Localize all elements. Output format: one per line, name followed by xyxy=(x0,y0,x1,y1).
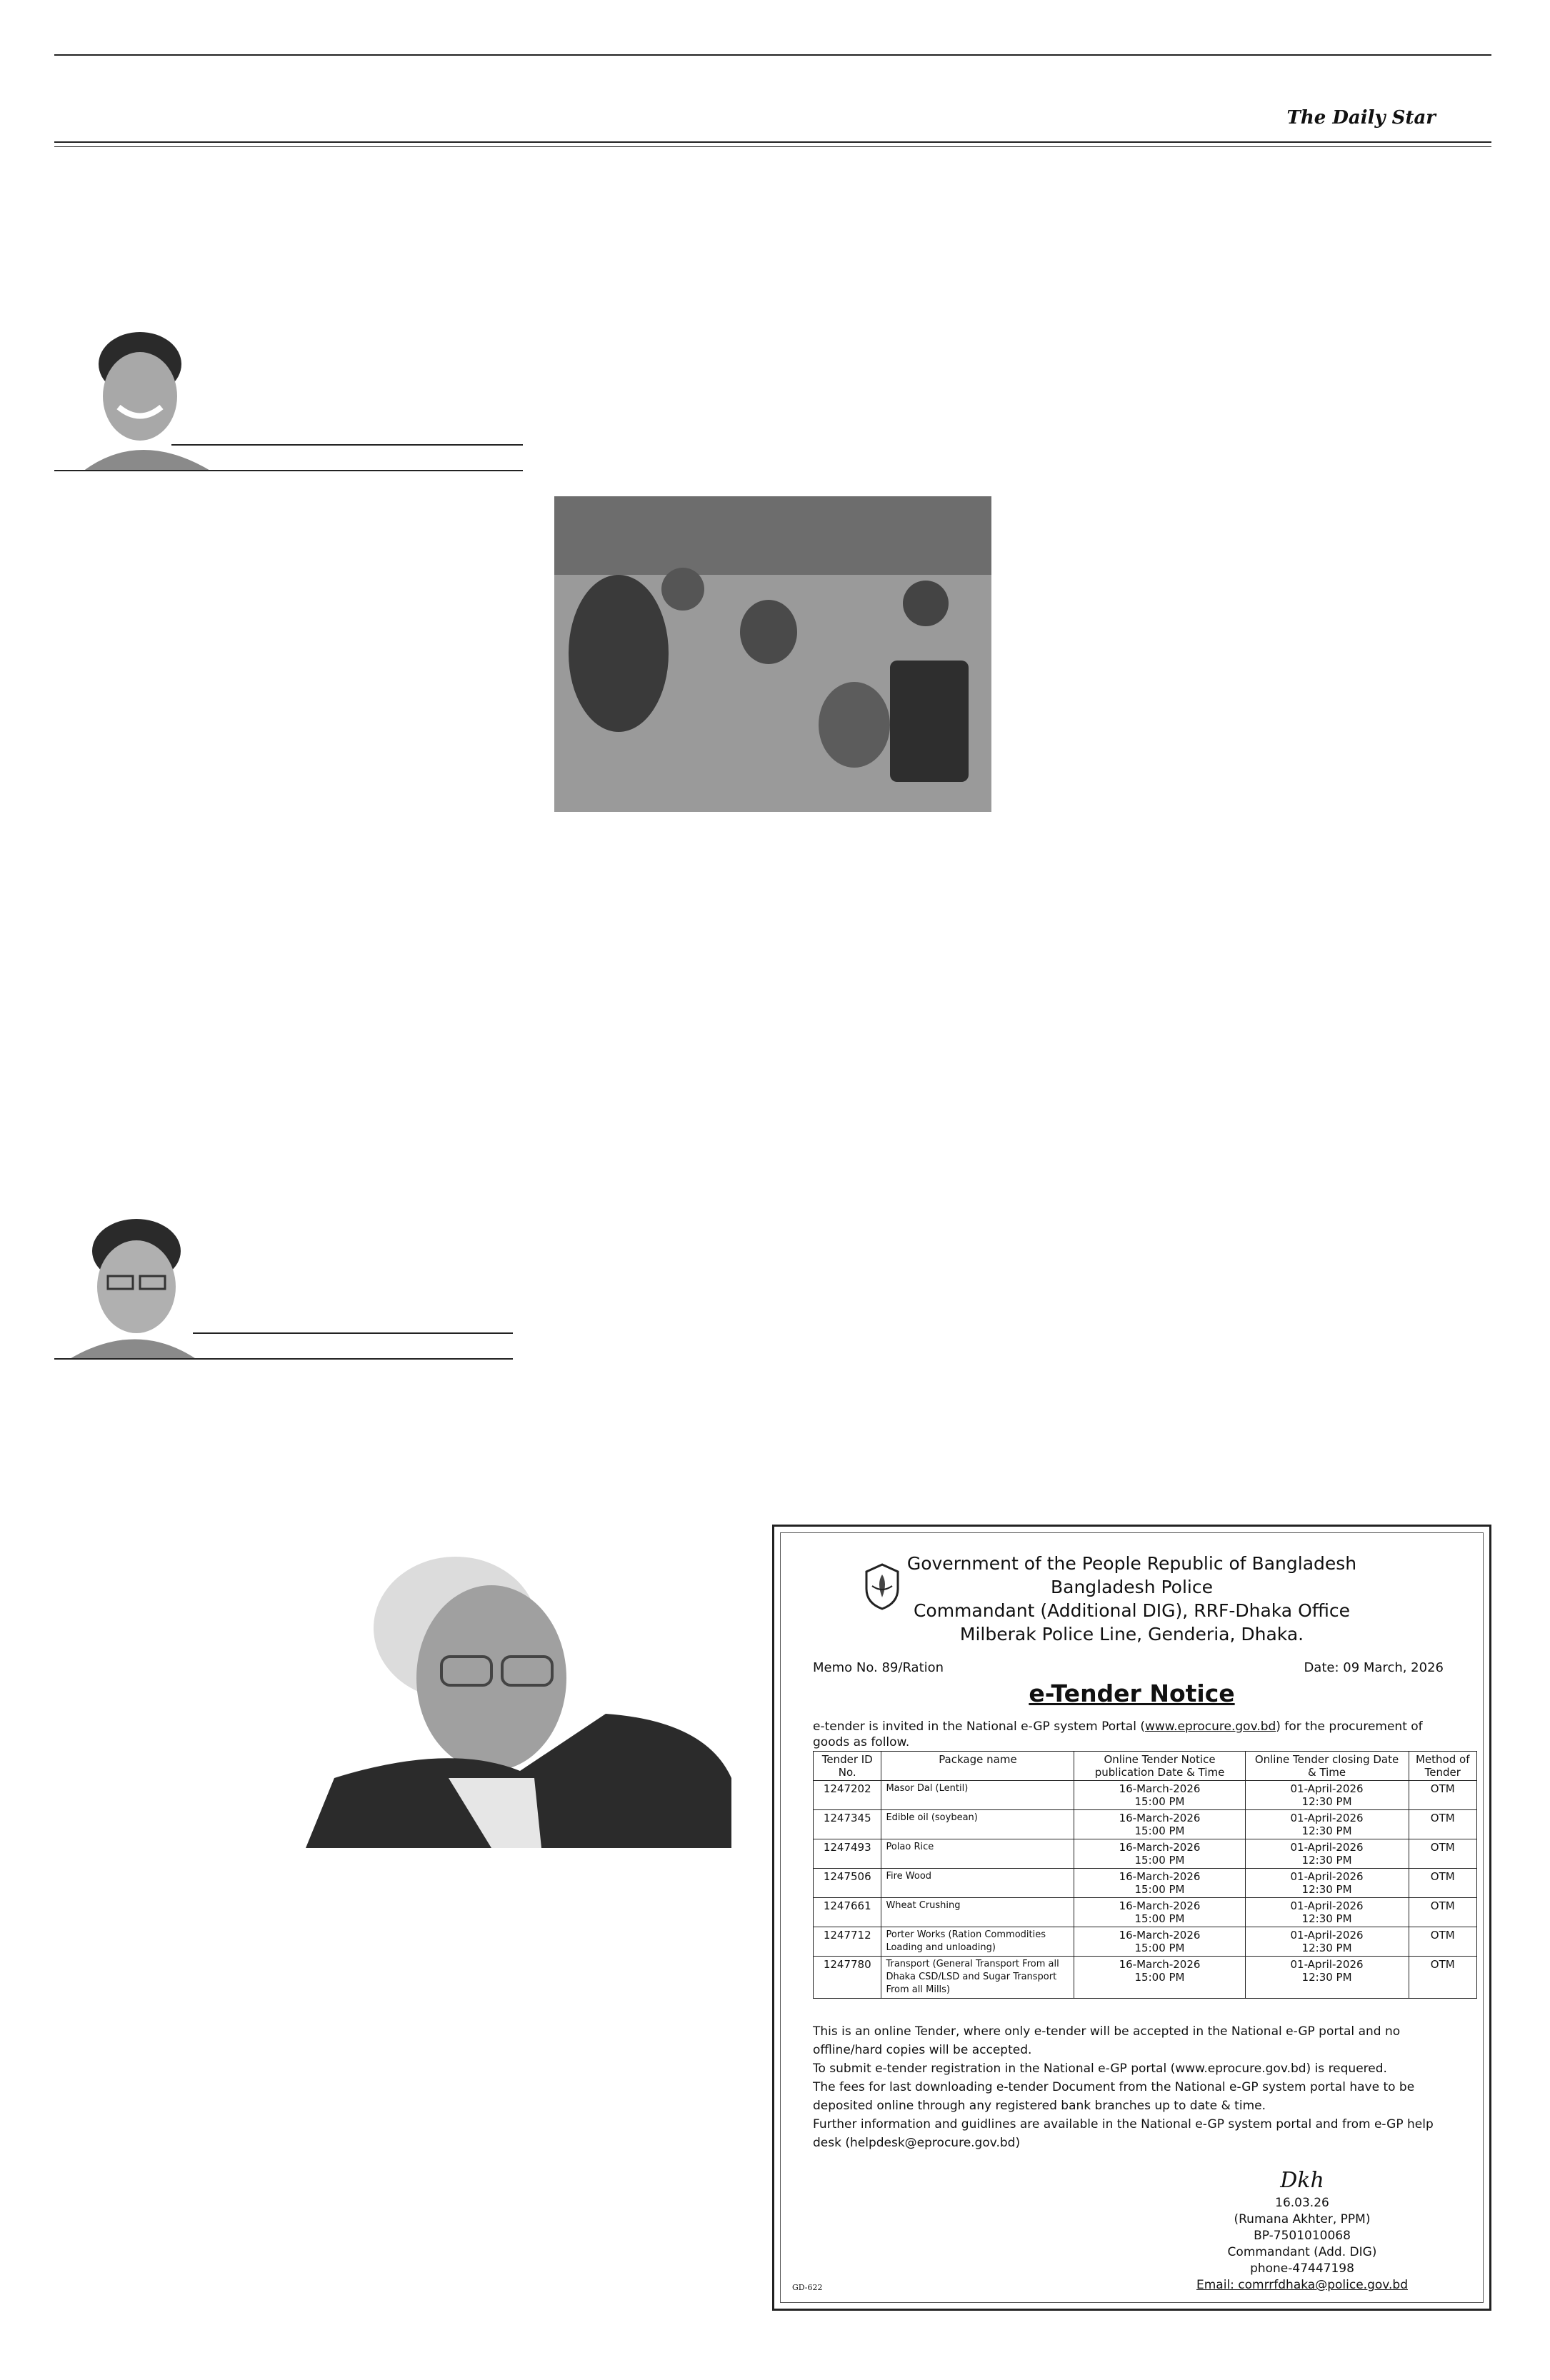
cell-text: 12:30 PM xyxy=(1301,1854,1352,1867)
crowd-photo xyxy=(554,496,991,812)
cell-text: 16-March-2026 xyxy=(1119,1899,1201,1912)
cell-text: 1247712 xyxy=(823,1929,871,1942)
term-registration: To submit e-tender registration in the National e-GP portal (www.eprocure.gov.bd) is requered. xyxy=(813,2062,1387,2076)
cell-method xyxy=(1409,1869,1477,1898)
cell-text: 16-March-2026 xyxy=(1119,1870,1201,1883)
columnist-rule-2b xyxy=(54,1358,513,1360)
cell-closing xyxy=(1245,1810,1409,1839)
cell-text: Masor Dal (Lentil) xyxy=(886,1783,969,1794)
cell-text: 12:30 PM xyxy=(1301,1912,1352,1925)
col-closing-date: Online Tender closing Date & Time xyxy=(1245,1752,1409,1781)
signatory-email[interactable]: Email: comrrfdhaka@police.gov.bd xyxy=(1196,2278,1408,2292)
col-tender-id: Tender ID No. xyxy=(814,1752,881,1781)
cell-text: 01-April-2026 xyxy=(1290,1929,1364,1942)
term-help-desk: Further information and guidlines are available in the National e-GP system portal and from e-GP help desk (helpdesk@eprocure.gov.bd) xyxy=(813,2117,1434,2150)
cell-publication xyxy=(1074,1810,1245,1839)
notice-header xyxy=(781,1552,1483,1646)
table-row xyxy=(814,1781,1477,1810)
cell-text: 15:00 PM xyxy=(1134,1912,1185,1925)
cell-text: 1247202 xyxy=(823,1782,871,1795)
cell-tender-id xyxy=(814,1869,881,1898)
cell-text: OTM xyxy=(1430,1812,1455,1824)
cell-text: 01-April-2026 xyxy=(1290,1812,1364,1824)
cell-text: Fire Wood xyxy=(886,1871,932,1882)
cell-publication xyxy=(1074,1927,1245,1957)
cell-closing xyxy=(1245,1898,1409,1927)
cell-publication xyxy=(1074,1781,1245,1810)
cell-tender-id xyxy=(814,1810,881,1839)
cell-method xyxy=(1409,1927,1477,1957)
cell-text: 16-March-2026 xyxy=(1119,1841,1201,1854)
cell-method xyxy=(1409,1810,1477,1839)
cell-text: 15:00 PM xyxy=(1134,1854,1185,1867)
header-line-government: Government of the People Republic of Bangladesh xyxy=(906,1553,1357,1574)
cell-text: 1247661 xyxy=(823,1899,871,1912)
cell-closing xyxy=(1245,1781,1409,1810)
cell-publication xyxy=(1074,1957,1245,1999)
cell-text: OTM xyxy=(1430,1929,1455,1942)
cell-text: Porter Works (Ration Commodities Loading and unloading) xyxy=(886,1929,1046,1953)
cell-publication xyxy=(1074,1839,1245,1869)
cell-publication xyxy=(1074,1869,1245,1898)
cell-text: OTM xyxy=(1430,1899,1455,1912)
tender-notice-inner xyxy=(780,1532,1484,2303)
cell-tender-id xyxy=(814,1898,881,1927)
cell-text: 16-March-2026 xyxy=(1119,1929,1201,1942)
table-header-row xyxy=(814,1752,1477,1781)
cell-text: 15:00 PM xyxy=(1134,1824,1185,1837)
cell-text: 12:30 PM xyxy=(1301,1824,1352,1837)
tender-notice xyxy=(772,1525,1491,2311)
memo-number: Memo No. 89/Ration xyxy=(813,1660,944,1675)
cell-package-name xyxy=(881,1898,1074,1927)
cell-text: 01-April-2026 xyxy=(1290,1782,1364,1795)
tender-table xyxy=(813,1751,1477,1999)
cell-text: OTM xyxy=(1430,1958,1455,1971)
cell-text: 1247780 xyxy=(823,1958,871,1971)
cell-text: 1247345 xyxy=(823,1812,871,1824)
cell-text: 16-March-2026 xyxy=(1119,1782,1201,1795)
cell-text: 1247493 xyxy=(823,1841,871,1854)
cell-text: OTM xyxy=(1430,1841,1455,1854)
cell-text: 01-April-2026 xyxy=(1290,1958,1364,1971)
masthead-logo: The Daily Star xyxy=(1286,107,1436,129)
cell-text: 15:00 PM xyxy=(1134,1942,1185,1954)
table-row xyxy=(814,1957,1477,1999)
signatory-title: Commandant (Add. DIG) xyxy=(1227,2245,1377,2259)
signatory-phone: phone-47447198 xyxy=(1250,2261,1354,2276)
cell-package-name xyxy=(881,1781,1074,1810)
cell-text: 12:30 PM xyxy=(1301,1883,1352,1896)
ad-code: GD-622 xyxy=(792,2283,823,2292)
col-publication-date: Online Tender Notice publication Date & Time xyxy=(1074,1752,1245,1781)
cell-text: 01-April-2026 xyxy=(1290,1841,1364,1854)
cell-text: 15:00 PM xyxy=(1134,1971,1185,1984)
cell-method xyxy=(1409,1957,1477,1999)
cell-text: OTM xyxy=(1430,1782,1455,1795)
intro-text-pre: e-tender is invited in the National e-GP system Portal ( xyxy=(813,1719,1145,1734)
signature-block xyxy=(1181,2168,1424,2294)
cell-method xyxy=(1409,1781,1477,1810)
col-method: Method of Tender xyxy=(1409,1752,1477,1781)
eprocure-link[interactable]: www.eprocure.gov.bd xyxy=(1144,1719,1276,1734)
masthead-rule-1 xyxy=(54,141,1491,143)
table-row xyxy=(814,1898,1477,1927)
signatory-name: (Rumana Akhter, PPM) xyxy=(1234,2212,1371,2226)
columnist-photo-1 xyxy=(69,321,240,471)
cell-method xyxy=(1409,1898,1477,1927)
col-package-name: Package name xyxy=(881,1752,1074,1781)
notice-title: e-Tender Notice xyxy=(1029,1679,1235,1707)
cell-text: 01-April-2026 xyxy=(1290,1870,1364,1883)
cell-closing xyxy=(1245,1927,1409,1957)
cell-package-name xyxy=(881,1869,1074,1898)
cell-text: 15:00 PM xyxy=(1134,1883,1185,1896)
cell-text: 12:30 PM xyxy=(1301,1942,1352,1954)
cell-closing xyxy=(1245,1957,1409,1999)
portrait-photo xyxy=(306,1542,731,1848)
notice-terms xyxy=(813,2022,1461,2152)
signature-date: 16.03.26 xyxy=(1275,2196,1329,2210)
cell-text: 12:30 PM xyxy=(1301,1795,1352,1808)
top-rule xyxy=(54,54,1491,56)
cell-package-name xyxy=(881,1927,1074,1957)
cell-text: Edible oil (soybean) xyxy=(886,1812,978,1823)
cell-closing xyxy=(1245,1839,1409,1869)
columnist-rule-1b xyxy=(54,470,523,471)
cell-text: Polao Rice xyxy=(886,1842,934,1852)
cell-package-name xyxy=(881,1810,1074,1839)
table-row xyxy=(814,1810,1477,1839)
cell-closing xyxy=(1245,1869,1409,1898)
notice-intro xyxy=(813,1719,1461,1750)
cell-text: Wheat Crushing xyxy=(886,1900,961,1911)
cell-text: Transport (General Transport From all Dhaka CSD/LSD and Sugar Transport From all Mills) xyxy=(886,1959,1059,1995)
columnist-rule-1a xyxy=(171,444,523,446)
signatory-bp: BP-7501010068 xyxy=(1254,2229,1351,2243)
notice-date: Date: 09 March, 2026 xyxy=(1304,1660,1444,1675)
cell-text: OTM xyxy=(1430,1870,1455,1883)
cell-package-name xyxy=(881,1839,1074,1869)
header-line-police: Bangladesh Police xyxy=(1050,1577,1213,1597)
cell-text: 1247506 xyxy=(823,1870,871,1883)
cell-text: 15:00 PM xyxy=(1134,1795,1185,1808)
masthead-rule-2 xyxy=(54,146,1491,147)
table-row xyxy=(814,1927,1477,1957)
table-row xyxy=(814,1839,1477,1869)
cell-tender-id xyxy=(814,1957,881,1999)
cell-text: 12:30 PM xyxy=(1301,1971,1352,1984)
header-line-address: Milberak Police Line, Genderia, Dhaka. xyxy=(959,1624,1304,1645)
cell-text: 01-April-2026 xyxy=(1290,1899,1364,1912)
cell-tender-id xyxy=(814,1927,881,1957)
cell-method xyxy=(1409,1839,1477,1869)
cell-tender-id xyxy=(814,1781,881,1810)
cell-tender-id xyxy=(814,1839,881,1869)
cell-package-name xyxy=(881,1957,1074,1999)
term-online-only: This is an online Tender, where only e-tender will be accepted in the National e-GP portal and no offline/hard copies will be accepted. xyxy=(813,2024,1401,2057)
handwritten-signature: Dkh xyxy=(1280,2168,1324,2193)
table-row xyxy=(814,1869,1477,1898)
columnist-photo-2 xyxy=(61,1208,197,1360)
cell-text: 16-March-2026 xyxy=(1119,1958,1201,1971)
cell-publication xyxy=(1074,1898,1245,1927)
cell-text: 16-March-2026 xyxy=(1119,1812,1201,1824)
intro-text-post: ) for the procurement of goods as follow. xyxy=(813,1719,1423,1749)
columnist-rule-2a xyxy=(193,1332,513,1334)
term-fees: The fees for last downloading e-tender Document from the National e-GP system portal have to be deposited online through any registered bank branches up to date & time. xyxy=(813,2080,1415,2113)
header-line-office: Commandant (Additional DIG), RRF-Dhaka Office xyxy=(913,1600,1351,1621)
